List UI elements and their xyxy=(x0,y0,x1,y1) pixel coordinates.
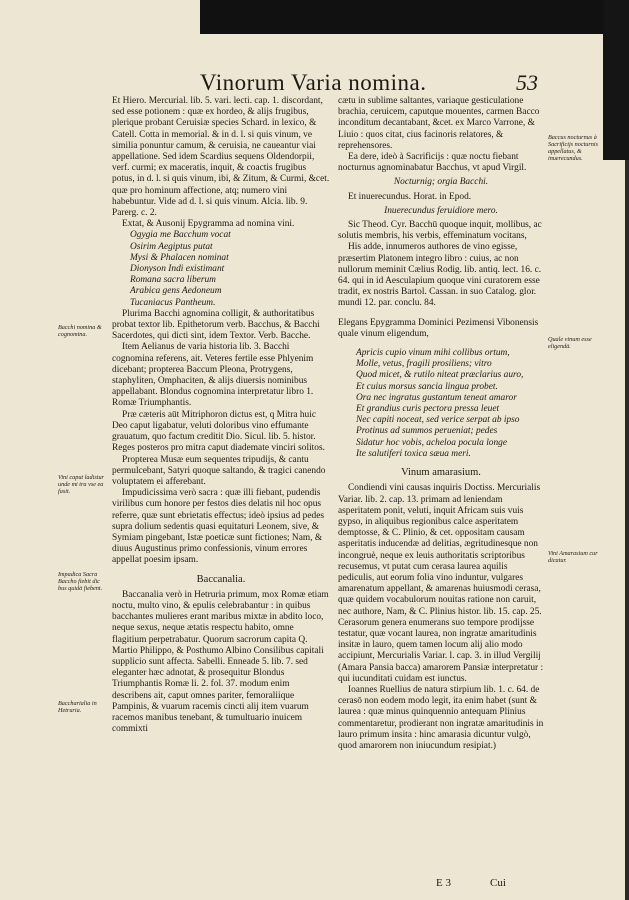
margin-note: Impadica Sacra Baccho fiebit dic bus quidā fiebent. xyxy=(58,571,103,592)
paragraph: Plurima Bacchi agnomina colligit, & authoritatibus probat textor lib. Epithetorum verb. Bacchus, & Bacchi Sacerdotes, qui dicti sint, idem Textor. Verb. Bacche. xyxy=(112,308,320,342)
paragraph: Impudicissima verò sacra : quæ illi fiebant, pudendis virilibus cum honore per festos dies delatis nil hoc opus referre, quæ sunt ebrietatis effectus; ideò ipsius ad pedes supra dolium sedentis quasi equitaturi Leonem, sive, & Symiam pingebant, Istæ poeticæ sunt fictiones; Nam, & diuus Augustinus primo confessionis, vinum errores appellat poesim ipsam. xyxy=(112,488,324,566)
signature-mark: E 3 xyxy=(436,877,451,889)
verse-line: Mysi & Phalacen nominat xyxy=(130,252,229,263)
scan-edge-right xyxy=(625,160,629,900)
verse-line: Quod micet, & rutilo niteat præclarius auro, xyxy=(356,370,524,381)
verse-line: Arabica gens Aedoneum xyxy=(130,286,222,297)
verse-line: Et cuius morsus sancia lingua probet. xyxy=(356,381,498,392)
paragraph: cætu in sublime saltantes, variaque gesticulatione brachia, ceruicem, caputque mouentes, carmen Bacco inconditum decantabant, &cet. ex Marco Varrone, & Liuio : quos citat, cius facinoris relatores, & reprehensores. xyxy=(338,96,540,151)
margin-note: Vini Amarasium cur dicatur. xyxy=(548,550,598,564)
verse-line: Ite salutiferi toxica sæua meri. xyxy=(356,448,471,459)
quotation: Inuerecundus feruidiore mero. xyxy=(384,205,498,216)
verse-line: Romana sacra liberum xyxy=(130,275,216,286)
section-heading: Baccanalia. xyxy=(196,573,246,585)
verse-line: Molle, vetus, fragili prosiliens; vitro xyxy=(356,359,492,370)
section-heading: Vinum amarasium. xyxy=(401,467,481,479)
paragraph: Præ cæteris aūt Mitriphoron dictus est, q Mitra huic Deo caput ligabatur, veluti doloribus vino effumante grauatum, quo factum creditit Dio. Sicul. lib. 5. histor. Reges posteros pro mitra caput diademate vinciri solitos. xyxy=(112,409,325,454)
spacer xyxy=(338,310,544,318)
paragraph: Et Hiero. Mercurial. lib. 5. vari. lecti. cap. 1. discordant, sed esse potionem : quæ ex hordeo, & alijs frugibus, plerique probant Ceruisiæ species Schard. in lexico, & Catell. Cotta in memorial. & in d. l. si quis vinum, ve similia ponuntur camum, & ceruisia, ne caueantur viai appellatione. Sed idem Scardius sequens Oldendorpii, verf. curmi; ex maceratis, inquit, & coactis frugibus potus, in d. l. si quis vinum, ibi, & Zitum, & Curmi, &cet. quæ pro hominum affectione, atq; numero vini habebuntur. Vide ad d. l. si quis vinum. Alcia. lib. 9. Parerg. c. 2. xyxy=(112,96,330,219)
paragraph: Item Aelianus de varia historia lib. 3. Bacchi cognomina referens, ait. Veteres fertile esse Phlyenim dicebant; propterea Baccum Pleona, Protrygens, staphyliten, Omphaciten, & alijs diuersis nominibus appellabant. Blondus cognomina interpretatur libro 1. Romæ Triumphantis. xyxy=(112,342,314,409)
verse-line: Dionyson Indi existimant xyxy=(130,264,225,275)
paragraph: Et inuerecundus. Horat. in Epod. xyxy=(348,191,472,202)
left-column xyxy=(112,96,330,735)
paragraph: Baccanalia verò in Hetruria primum, mox Romæ etiam noctu, multo vino, & epulis celebrabantur : in quibus bacchantes mulieres erant maribus mixtæ in abdito loco, neque sexus, neque ætatis respectu habito, omne flagitium perpetrabatur. Quorum sacrorum capita Q. Martio Philippo, & Posthumo Albino Consilibus capitali supplicio sunt affecta. Sabelli. Enneade 5. lib. 7. sed eleganter hæc adnotat, & prosequitur Blondus Triumphantis Romæ li. 2. fol. 37. modum enim describens ait, caput omnes pariter, femoraliique Pampinis, & vuarum racemis cincti alij item vuarum racemos manibus tenebant, & tumultuario inuicem commixti xyxy=(112,589,329,735)
right-column xyxy=(338,96,544,752)
margin-note: Vini caput ladistur unde mi tra vse ea fasit. xyxy=(58,474,104,495)
verse-line: Nec capiti noceat, sed verice serpat ab ipso xyxy=(356,415,520,426)
paragraph: Sic Theod. Cyr. Bacchū quoque inquit, mollibus, ac solutis membris, his verbis, effeminatum vocitans, xyxy=(338,220,542,242)
verse-line: Ora nec ingratus gustantum teneat amaror xyxy=(356,392,517,403)
page-number: 53 xyxy=(516,70,538,95)
running-title: Vinorum Varia nomina. xyxy=(200,70,427,95)
verse-line: Tucaniacus Pantheum. xyxy=(130,297,216,308)
paragraph: Ea dere, ideò à Sacrificijs : quæ noctu fiebant nocturnus agnominabatur Bacchus, vt apud Virgil. xyxy=(338,152,527,174)
scan-edge-top xyxy=(200,0,629,36)
pezimensi-verse xyxy=(356,348,544,460)
verse-line: Apricis cupio vinum mihi collibus ortum, xyxy=(356,348,510,359)
paragraph: Extat, & Ausonij Epygramma ad nomina vini. xyxy=(122,219,295,230)
verse-line: Sidatur hoc vobis, acheloa pocula longe xyxy=(356,437,508,448)
spacer xyxy=(338,340,544,348)
verse-line: Ogygia me Bacchum vocat xyxy=(130,230,231,241)
verse-line: Osirim Aegiptus putat xyxy=(130,241,213,252)
margin-note: Baccharialia in Hetruria. xyxy=(58,700,97,714)
verse-line: Et grandius curis pectora pressa leuet xyxy=(356,404,500,415)
paragraph: Ioannes Ruellius de natura stirpium lib. 1. c. 64. de cerasō non eodem modo legit, ita enim habet (sunt & laurea : quæ minus quinquennio antequam Plinius commentaretur, prodierant non ingratæ amaritudinis in lauro primum insita : hinc amarasia dicuntur vulgò, quod amarorem non iniucundum resipiat.) xyxy=(338,684,544,751)
paragraph: Elegans Epygramma Dominici Pezimensi Vibonensis quale vinum eligendum, xyxy=(338,317,539,339)
verse-line: Protinus ad summos perueniat; pedes xyxy=(356,426,498,437)
paragraph: Condiendi vini causas inquiris Doctiss. Mercurialis Variar. lib. 2. cap. 13. primam ad leniendam asperitatem ponit, veluti, inquit Africam suis vuis gypso, in aliquibus regionibus calce asperitatem demptosse, & C. Plinio, & cet. oppositam causam asperitatis inducendæ ad delitias, ægritudinesque non incongruè, neque ex leuis authoritatis scriptoribus recusemus, vt putat cum cerasa laurea aquilis pediculis, aut eorum folia vino induntur, vulgares amarenatum appellant, & amarenas huiusmodi cerasa, quæ quidem vocabulorum nouitas ratione non caruit, nec authore, Nam, & C. Plinius histor. lib. 15. cap. 25. Cerasorum genera enumerans suo tempore prodijsse testatur, quæ vocant laurea, non ingratæ amaritudinis insitæ in lauro, quem tamen locum alij alio modo accipiunt, Mercurialis Variar. l. cap. 3. in illud Vergilij (Amara Pansia bacca) amarorem Pansiæ interpretatur : qui iucunditati cuidam est iunctus. xyxy=(338,483,544,684)
ausonius-verse xyxy=(130,230,330,308)
margin-note: Baccus nocturnus à Sacrificijs nocturnis appellatus, & inuerecundus. xyxy=(548,134,599,162)
paragraph: His adde, innumeros authores de vino egisse, præsertim Platonem integro libro : cuius, ac non nullorum meminit Cælius Rodig. lib. antiq. lect. 16. c. 64. qui in id Aesculapium quoque vini curatorem esse tradit, ex nostris Bartol. Cassan. in suo Catalog. glor. mundi 12. par. conclu. 84. xyxy=(338,242,542,309)
catchword: Cui xyxy=(490,877,506,889)
paragraph: Propterea Musæ eum sequentes tripudijs, & cantu permulcebant, Satyri quoque saltando, & tragici canendo voluptatem ei afferebant. xyxy=(112,454,326,487)
margin-note: Quale vinum esse eligendā. xyxy=(548,336,592,350)
margin-note: Bacchi nomina & cognomina. xyxy=(58,324,102,338)
quotation: Nocturnig; orgia Bacchi. xyxy=(393,177,489,188)
